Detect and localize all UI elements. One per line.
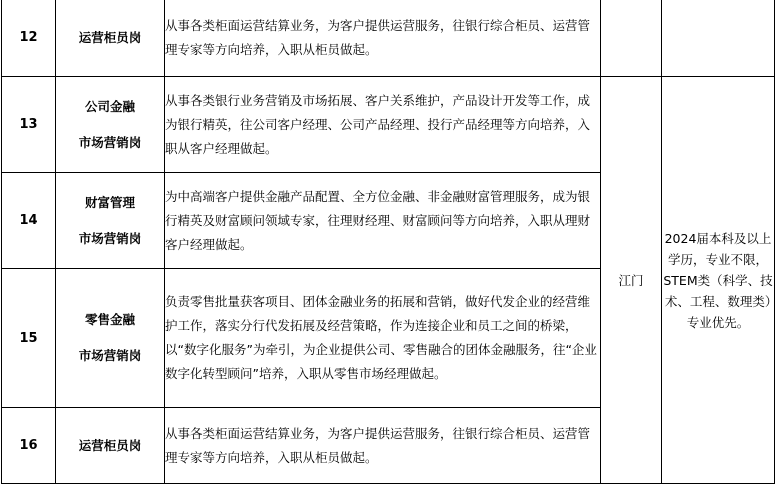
post-name [56, 269, 165, 408]
post-name-line: 财富管理 [84, 194, 135, 210]
row-number: 14 [2, 173, 56, 269]
post-name-line: 运营柜员岗 [78, 29, 142, 45]
row-number: 12 [2, 0, 56, 77]
requirement-text: 2024届本科及以上学历，专业不限，STEM类（科学、技术、工程、数理类）专业优先。 [663, 230, 773, 330]
recruitment-table [1, 0, 775, 484]
post-name-line: 市场营销岗 [78, 348, 142, 363]
post-name [56, 77, 165, 173]
table-row [2, 0, 775, 77]
post-description: 从事各类柜面运营结算业务，为客户提供运营服务，往银行综合柜员、运营管理专家等方向培养，入职从柜员做起。 [165, 408, 601, 484]
table-row [2, 77, 775, 173]
post-name [56, 173, 165, 269]
row-number: 13 [2, 77, 56, 173]
post-name-line: 零售金融 [84, 312, 135, 327]
post-name-line: 市场营销岗 [78, 134, 142, 150]
post-description: 从事各类柜面运营结算业务，为客户提供运营服务，往银行综合柜员、运营管理专家等方向培养，入职从柜员做起。 [165, 0, 601, 77]
requirement-cell [662, 77, 775, 484]
row-number: 15 [2, 269, 56, 408]
location-cell [601, 77, 662, 484]
post-name-line: 运营柜员岗 [78, 437, 142, 453]
location-cell-top [601, 0, 662, 77]
post-description: 为中高端客户提供金融产品配置、全方位金融、非金融财富管理服务，成为银行精英及财富顾问领域专家，往理财经理、财富顾问等方向培养，入职从理财客户经理做起。 [165, 173, 601, 269]
post-name-line: 公司金融 [84, 98, 135, 114]
post-name [56, 0, 165, 77]
post-name [56, 408, 165, 484]
requirement-cell-top [662, 0, 775, 77]
post-description: 从事各类银行业务营销及市场拓展、客户关系维护，产品设计开发等工作，成为银行精英，往公司客户经理、公司产品经理、投行产品经理等方向培养，入职从客户经理做起。 [165, 77, 601, 173]
post-name-line: 市场营销岗 [78, 230, 142, 246]
row-number: 16 [2, 408, 56, 484]
location-text: 江门 [618, 273, 644, 288]
post-description: 负责零售批量获客项目、团体金融业务的拓展和营销，做好代发企业的经营维护工作，落实分行代发拓展及经营策略，作为连接企业和员工之间的桥梁，以“数字化服务”为牵引，为企业提供公司、零售融合的团体金融服务，往“企业数字化转型顾问”培养，入职从零售市场经理做起。 [165, 269, 601, 408]
